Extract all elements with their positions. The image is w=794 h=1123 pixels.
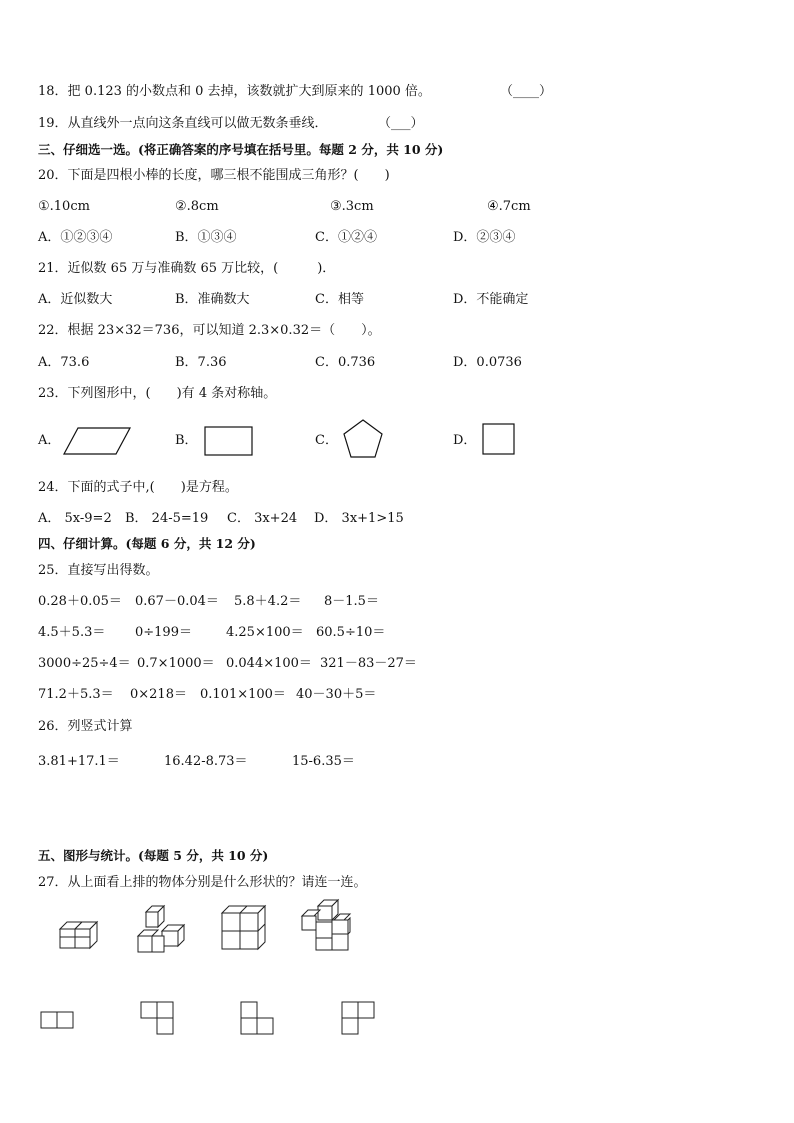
- parallelogram-shape: [62, 426, 132, 456]
- q23-option-c[interactable]: C．: [315, 433, 338, 448]
- q20-item-2: ②.8cm: [175, 199, 219, 214]
- q23-text: 23．下列图形中，( )有 4 条对称轴。: [38, 386, 277, 401]
- calc-item: 0.67－0.04＝: [135, 594, 219, 609]
- q22-text: 22．根据 23×32＝736，可以知道 2.3×0.32＝（ ）。: [38, 323, 381, 338]
- section-3-heading: 三、仔细选一选。(将正确答案的序号填在括号里。每题 2 分，共 10 分): [38, 142, 444, 157]
- q20-text: 20．下面是四根小棒的长度，哪三根不能围成三角形？( ): [38, 168, 390, 183]
- calc-item: 3000÷25÷4＝: [38, 656, 131, 671]
- vertical-calc-item: 3.81+17.1＝: [38, 754, 120, 769]
- calc-item: 0.28＋0.05＝: [38, 594, 122, 609]
- calc-item: 0.044×100＝: [226, 656, 312, 671]
- calc-item: 60.5÷10＝: [316, 625, 386, 640]
- vertical-calc-item: 16.42-8.73＝: [164, 754, 248, 769]
- q23-option-a[interactable]: A．: [38, 433, 61, 448]
- square-shape: [482, 423, 516, 456]
- calc-item: 4.25×100＝: [226, 625, 304, 640]
- q19-answer-paren[interactable]: （___）: [378, 116, 424, 131]
- cube-object-2[interactable]: [134, 903, 190, 953]
- q21-option-b[interactable]: B．准确数大: [175, 292, 250, 307]
- q20-item-3: ③.3cm: [330, 199, 374, 214]
- vertical-calc-item: 15-6.35＝: [292, 754, 355, 769]
- q27-text: 27．从上面看上排的物体分别是什么形状的？请连一连。: [38, 875, 367, 890]
- q18-answer-paren[interactable]: （____）: [500, 84, 553, 99]
- top-view-2[interactable]: [140, 1001, 178, 1037]
- q22-option-a[interactable]: A．73.6: [38, 355, 90, 370]
- calc-item: 40－30＋5＝: [296, 687, 377, 702]
- calc-item: 8－1.5＝: [324, 594, 379, 609]
- q22-option-d[interactable]: D．0.0736: [453, 355, 522, 370]
- q18-text: 18．把 0.123 的小数点和 0 去掉，该数就扩大到原来的 1000 倍。: [38, 84, 431, 99]
- pentagon-shape: [342, 419, 384, 459]
- calc-item: 5.8＋4.2＝: [234, 594, 302, 609]
- q21-option-a[interactable]: A．近似数大: [38, 292, 113, 307]
- cube-object-3[interactable]: [218, 903, 270, 951]
- q20-item-4: ④.7cm: [487, 199, 531, 214]
- q24-option-c[interactable]: C． 3x+24: [227, 511, 298, 526]
- calc-item: 321－83－27＝: [320, 656, 417, 671]
- calc-item: 0.7×1000＝: [137, 656, 215, 671]
- q24-option-a[interactable]: A． 5x-9=2: [38, 511, 112, 526]
- rectangle-shape: [204, 426, 254, 456]
- q19-text: 19．从直线外一点向这条直线可以做无数条垂线．: [38, 116, 328, 131]
- q20-item-1: ①.10cm: [38, 199, 90, 214]
- q24-option-d[interactable]: D． 3x+1>15: [314, 511, 404, 526]
- top-view-1[interactable]: [40, 1011, 76, 1029]
- q22-option-b[interactable]: B．7.36: [175, 355, 227, 370]
- q20-option-c[interactable]: C．①②④: [315, 230, 377, 245]
- q20-option-b[interactable]: B．①③④: [175, 230, 237, 245]
- calc-item: 4.5＋5.3＝: [38, 625, 106, 640]
- top-view-3[interactable]: [240, 1001, 278, 1037]
- calc-item: 0.101×100＝: [200, 687, 286, 702]
- q22-option-c[interactable]: C．0.736: [315, 355, 376, 370]
- q23-option-d[interactable]: D．: [453, 433, 477, 448]
- top-view-4[interactable]: [341, 1001, 379, 1037]
- q26-text: 26．列竖式计算: [38, 719, 133, 734]
- q20-option-d[interactable]: D．②③④: [453, 230, 516, 245]
- calc-item: 0÷199＝: [135, 625, 192, 640]
- cube-object-1[interactable]: [56, 918, 106, 952]
- q23-option-b[interactable]: B．: [175, 433, 198, 448]
- q24-text: 24．下面的式子中,( )是方程。: [38, 480, 238, 495]
- q21-option-c[interactable]: C．相等: [315, 292, 364, 307]
- q21-option-d[interactable]: D．不能确定: [453, 292, 529, 307]
- q24-option-b[interactable]: B． 24-5=19: [125, 511, 209, 526]
- q25-text: 25．直接写出得数。: [38, 563, 159, 578]
- q20-option-a[interactable]: A．①②③④: [38, 230, 113, 245]
- section-4-heading: 四、仔细计算。(每题 6 分，共 12 分): [38, 536, 256, 551]
- cube-object-4[interactable]: [298, 898, 356, 952]
- q21-text: 21．近似数 65 万与准确数 65 万比较，( )．: [38, 261, 336, 276]
- calc-item: 0×218＝: [130, 687, 187, 702]
- section-5-heading: 五、图形与统计。(每题 5 分，共 10 分): [38, 848, 269, 863]
- calc-item: 71.2＋5.3＝: [38, 687, 114, 702]
